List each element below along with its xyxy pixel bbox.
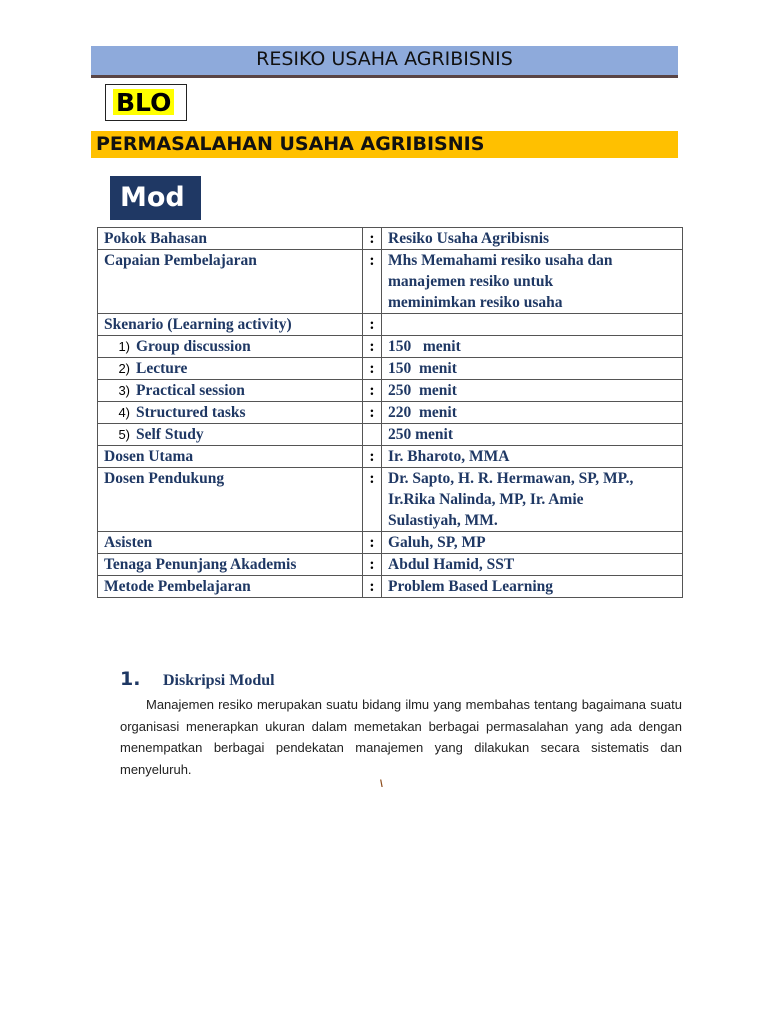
activity-name: Practical session bbox=[136, 382, 245, 399]
table-row bbox=[98, 250, 683, 314]
stray-mark: \ bbox=[380, 779, 383, 790]
activity-value: 250 menit bbox=[382, 424, 683, 446]
row-value: Resiko Usaha Agribisnis bbox=[382, 228, 683, 250]
row-value: Ir. Bharoto, MMA bbox=[382, 446, 683, 468]
activity-number: 5) bbox=[118, 427, 130, 442]
activity-label bbox=[98, 402, 363, 424]
row-separator: : bbox=[363, 554, 382, 576]
blo-badge bbox=[105, 84, 187, 121]
activity-value: 220 menit bbox=[382, 402, 683, 424]
activity-label bbox=[98, 424, 363, 446]
row-separator: : bbox=[363, 228, 382, 250]
activity-label bbox=[98, 380, 363, 402]
value-line: manajemen resiko untuk bbox=[388, 273, 554, 290]
section-number: 1. bbox=[120, 668, 141, 690]
activity-name: Structured tasks bbox=[136, 404, 246, 421]
activity-number: 1) bbox=[118, 339, 130, 354]
row-label: Metode Pembelajaran bbox=[98, 576, 363, 598]
value-line: Dr. Sapto, H. R. Hermawan, SP, MP., bbox=[388, 470, 634, 487]
row-separator bbox=[363, 424, 382, 446]
table-row bbox=[98, 358, 683, 380]
activity-label bbox=[98, 358, 363, 380]
value-line: Mhs Memahami resiko usaha dan bbox=[388, 252, 613, 269]
row-label: Dosen Pendukung bbox=[98, 468, 363, 532]
row-separator: : bbox=[363, 446, 382, 468]
section-title: Diskripsi Modul bbox=[163, 672, 275, 689]
topic-title: PERMASALAHAN USAHA AGRIBISNIS bbox=[91, 131, 678, 158]
module-badge: Mod bbox=[110, 176, 201, 220]
activity-value: 150 menit bbox=[382, 336, 683, 358]
table-row bbox=[98, 336, 683, 358]
blo-label: BLO bbox=[113, 89, 174, 115]
activity-value: 150 menit bbox=[382, 358, 683, 380]
row-value bbox=[382, 250, 683, 314]
table-row bbox=[98, 314, 683, 336]
value-line: meminimkan resiko usaha bbox=[388, 294, 563, 311]
table-row bbox=[98, 532, 683, 554]
table-row bbox=[98, 380, 683, 402]
value-line: Ir.Rika Nalinda, MP, Ir. Amie bbox=[388, 491, 584, 508]
table-row bbox=[98, 554, 683, 576]
activity-name: Self Study bbox=[136, 426, 204, 443]
row-separator: : bbox=[363, 380, 382, 402]
table-row bbox=[98, 468, 683, 532]
row-value: Galuh, SP, MP bbox=[382, 532, 683, 554]
section-paragraph: Manajemen resiko merupakan suatu bidang ilmu yang membahas tentang bagaimana suatu organisasi menerapkan ukuran dalam memetakan berbagai permasalahan yang ada dengan menempatkan berbagai pendekatan manajemen yang dilakukan secara sistematis dan menyeluruh. bbox=[120, 697, 682, 777]
row-label: Asisten bbox=[98, 532, 363, 554]
activity-number: 3) bbox=[118, 383, 130, 398]
row-separator: : bbox=[363, 468, 382, 532]
row-label: Capaian Pembelajaran bbox=[98, 250, 363, 314]
activity-value: 250 menit bbox=[382, 380, 683, 402]
table-row bbox=[98, 576, 683, 598]
row-value: Abdul Hamid, SST bbox=[382, 554, 683, 576]
document-header: RESIKO USAHA AGRIBISNIS bbox=[91, 46, 678, 78]
table-row bbox=[98, 424, 683, 446]
row-separator: : bbox=[363, 358, 382, 380]
activity-label bbox=[98, 336, 363, 358]
value-line: Sulastiyah, MM. bbox=[388, 512, 498, 529]
row-separator: : bbox=[363, 314, 382, 336]
row-separator: : bbox=[363, 402, 382, 424]
activity-name: Lecture bbox=[136, 360, 188, 377]
table-row bbox=[98, 228, 683, 250]
table-row bbox=[98, 402, 683, 424]
row-separator: : bbox=[363, 336, 382, 358]
activity-name: Group discussion bbox=[136, 338, 251, 355]
row-separator: : bbox=[363, 576, 382, 598]
row-label: Pokok Bahasan bbox=[98, 228, 363, 250]
row-value: Problem Based Learning bbox=[382, 576, 683, 598]
row-value bbox=[382, 314, 683, 336]
row-separator: : bbox=[363, 250, 382, 314]
activity-number: 4) bbox=[118, 405, 130, 420]
row-value bbox=[382, 468, 683, 532]
module-info-table bbox=[97, 227, 683, 598]
table-row bbox=[98, 446, 683, 468]
row-separator: : bbox=[363, 532, 382, 554]
row-label: Skenario (Learning activity) bbox=[98, 314, 363, 336]
row-label: Dosen Utama bbox=[98, 446, 363, 468]
row-label: Tenaga Penunjang Akademis bbox=[98, 554, 363, 576]
activity-number: 2) bbox=[118, 361, 130, 376]
section-heading bbox=[120, 668, 680, 690]
